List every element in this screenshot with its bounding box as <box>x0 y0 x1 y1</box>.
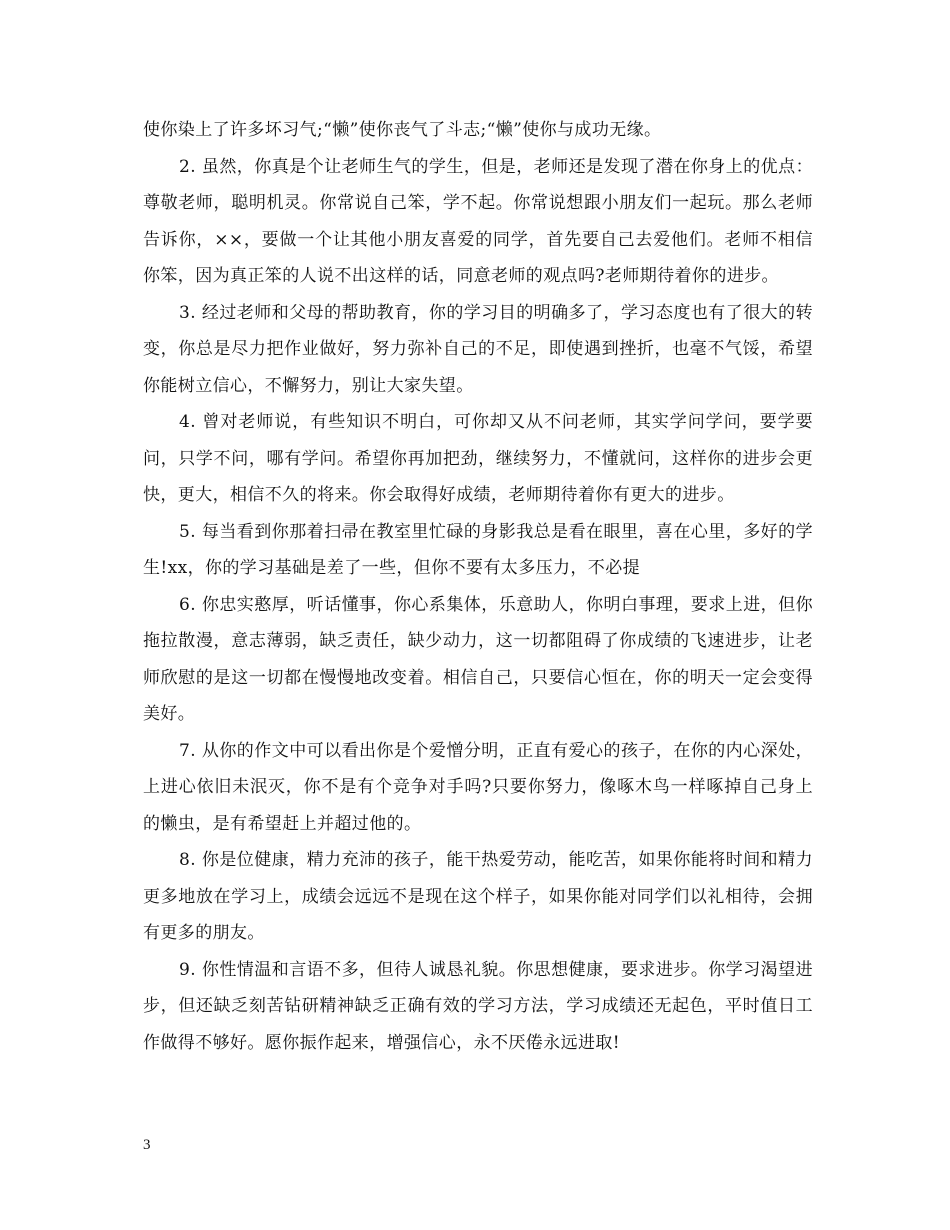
paragraph-item-3: 3. 经过老师和父母的帮助教育，你的学习目的明确多了，学习态度也有了很大的转变，你总是尽力把作业做好，努力弥补自己的不足，即使遇到挫折，也毫不气馁，希望你能树立信心，不懈努力，别让大家失望。 <box>143 302 813 396</box>
paragraph-item-4: 4. 曾对老师说，有些知识不明白，可你却又从不问老师，其实学问学问，要学要问，只学不问，哪有学问。希望你再加把劲，继续努力，不懂就问，这样你的进步会更快，更大，相信不久的将来。你会取得好成绩，老师期待着你有更大的进步。 <box>143 412 813 505</box>
paragraph-item-6: 6. 你忠实憨厚，听话懂事，你心系集体，乐意助人，你明白事理，要求上进，但你拖拉散漫，意志薄弱，缺乏责任，缺少动力，这一切都阻碍了你成绩的飞速进步，让老师欣慰的是这一切都在慢慢地改变着。相信自己，只要信心恒在，你的明天一定会变得美好。 <box>143 594 813 724</box>
paragraph-item-2: 2. 虽然，你真是个让老师生气的学生，但是，老师还是发现了潜在你身上的优点：尊敬老师，聪明机灵。你常说自己笨，学不起。你常说想跟小朋友们一起玩。那么老师告诉你，××，要做一个让其他小朋友喜爱的同学，首先要自己去爱他们。老师不相信你笨，因为真正笨的人说不出这样的话，同意老师的观点吗?老师期待着你的进步。 <box>143 156 813 286</box>
paragraph-item-5: 5. 每当看到你那着扫帚在教室里忙碌的身影我总是看在眼里，喜在心里，多好的学生!xx，你的学习基础是差了一些，但你不要有太多压力，不必提 <box>143 521 813 578</box>
document-body <box>143 112 813 1061</box>
paragraph-item-9: 9. 你性情温和言语不多，但待人诚恳礼貌。你思想健康，要求进步。你学习渴望进步，但还缺乏刻苦钻研精神缺乏正确有效的学习方法，学习成绩还无起色，平时值日工作做得不够好。愿你振作起来，增强信心，永不厌倦永远进取! <box>143 959 813 1053</box>
paragraph-item-8: 8. 你是位健康，精力充沛的孩子，能干热爱劳动，能吃苦，如果你能将时间和精力更多地放在学习上，成绩会远远不是现在这个样子，如果你能对同学们以礼相待，会拥有更多的朋友。 <box>143 850 813 943</box>
paragraph-item-7: 7. 从你的作文中可以看出你是个爱憎分明，正直有爱心的孩子，在你的内心深处，上进心依旧未泯灭，你不是有个竞争对手吗?只要你努力，像啄木鸟一样啄掉自己身上的懒虫，是有希望赶上并超过他的。 <box>143 740 813 834</box>
page-number: 3 <box>143 1137 151 1153</box>
paragraph-continuation: 使你染上了许多坏习气;“懒”使你丧气了斗志;“懒”使你与成功无缘。 <box>143 120 662 140</box>
